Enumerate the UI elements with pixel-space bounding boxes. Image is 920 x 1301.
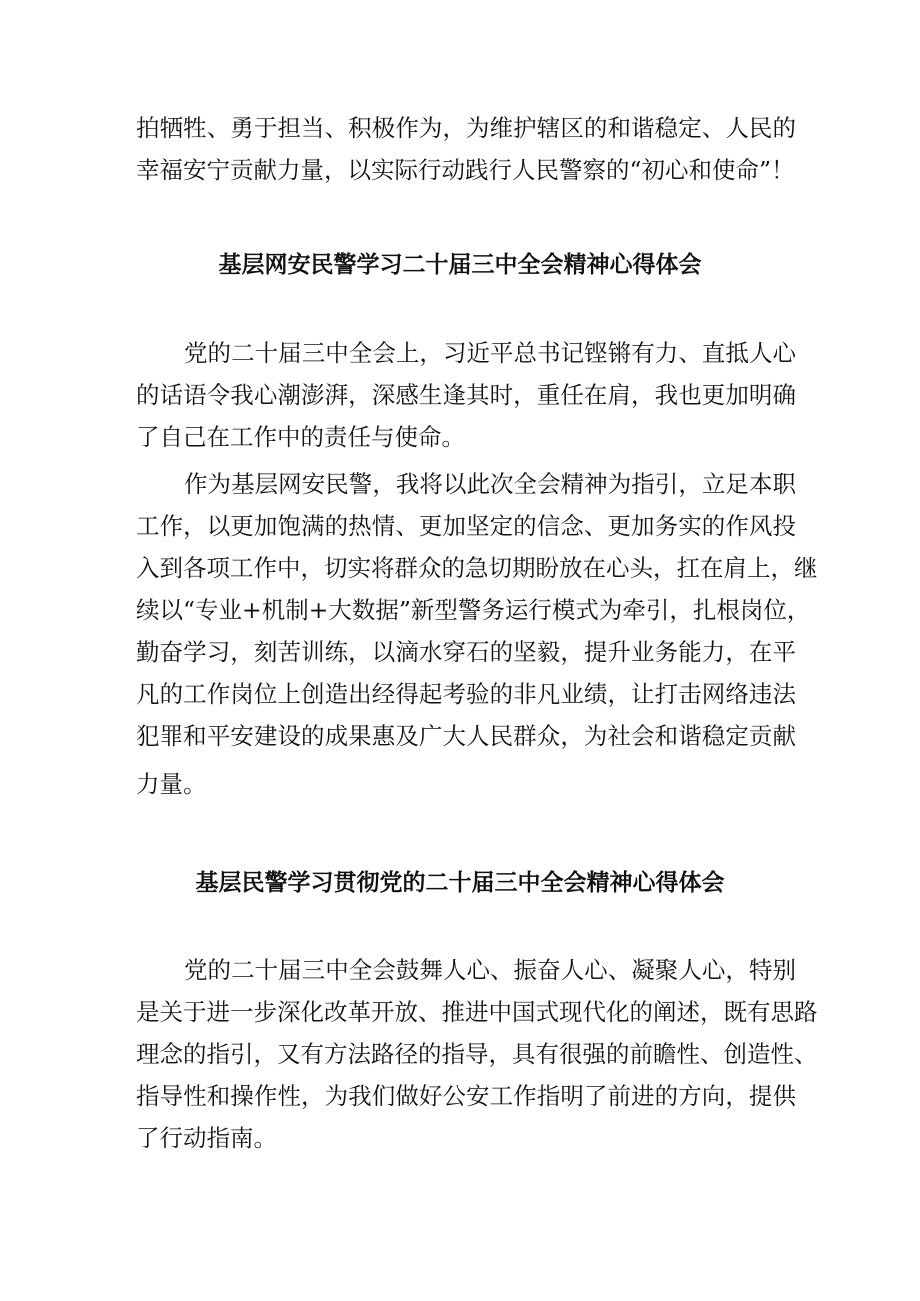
- section1-para2-line-2: 工作，以更加饱满的热情、更加坚定的信念、更加务实的作风投: [136, 512, 796, 540]
- section1-para1-line-3: 了自己在工作中的责任与使命。: [136, 423, 465, 451]
- section1-para2-line-5: 勤奋学习，刻苦训练，以滴水穿石的坚毅，提升业务能力，在平: [136, 638, 796, 666]
- section1-para2-line-4: 续以“专业+机制+大数据”新型警务运行模式为牵引，扎根岗位，: [136, 596, 811, 624]
- section1-para1-line-1: 党的二十届三中全会上，习近平总书记铿锵有力、直抵人心: [184, 339, 796, 367]
- section1-para1-line-2: 的话语令我心潮澎湃，深感生逢其时，重任在肩，我也更加明确: [136, 381, 796, 409]
- section1-para2-line-8: 力量。: [136, 770, 207, 798]
- section1-para2-line-1: 作为基层网安民警，我将以此次全会精神为指引，立足本职: [184, 470, 796, 498]
- section2-para1-line-3: 理念的指引，又有方法路径的指导，具有很强的前瞻性、创造性、: [136, 1040, 818, 1068]
- section1-para2-line-6: 凡的工作岗位上创造出经得起考验的非凡业绩，让打击网络违法: [136, 680, 796, 708]
- section1-para2-line-7: 犯罪和平安建设的成果惠及广大人民群众，为社会和谐稳定贡献: [136, 722, 796, 750]
- intro-line-1: 拍牺牲、勇于担当、积极作为，为维护辖区的和谐稳定、人民的: [136, 114, 796, 142]
- section2-para1-line-1: 党的二十届三中全会鼓舞人心、振奋人心、凝聚人心，特别: [184, 956, 796, 984]
- section1-para2-line-3: 入到各项工作中，切实将群众的急切期盼放在心头，扛在肩上，继: [136, 554, 818, 582]
- section2-title: 基层民警学习贯彻党的二十届三中全会精神心得体会: [195, 870, 725, 896]
- section2-para1-line-2: 是关于进一步深化改革开放、推进中国式现代化的阐述，既有思路: [136, 998, 818, 1026]
- section2-para1-line-4: 指导性和操作性，为我们做好公安工作指明了前进的方向，提供: [136, 1082, 796, 1110]
- section1-title: 基层网安民警学习二十届三中全会精神心得体会: [218, 252, 702, 278]
- section2-para1-line-5: 了行动指南。: [136, 1124, 277, 1152]
- intro-line-2: 幸福安宁贡献力量，以实际行动践行人民警察的“初心和使命”！: [136, 156, 795, 184]
